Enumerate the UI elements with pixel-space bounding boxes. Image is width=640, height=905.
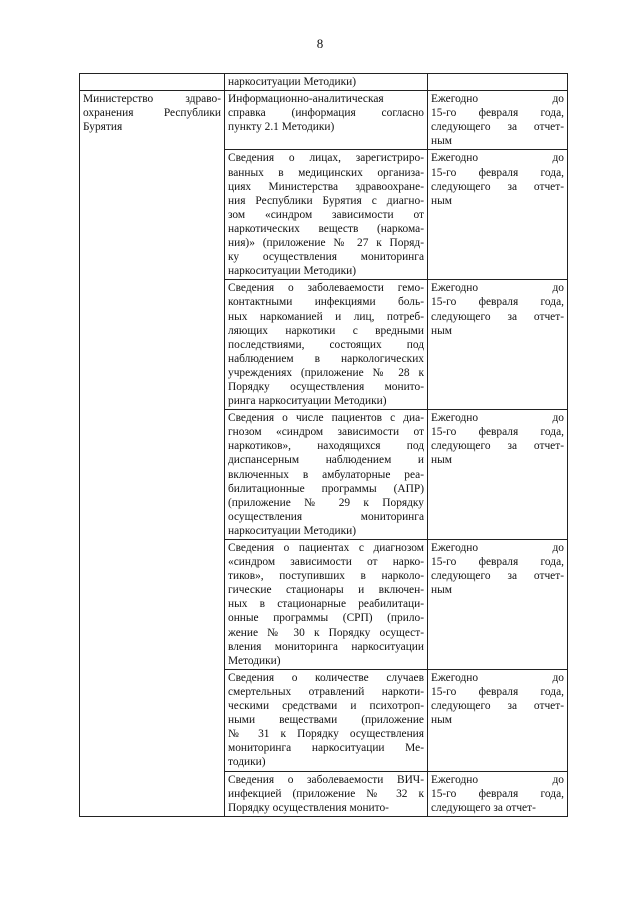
text-line: Ежегодно до: [431, 93, 564, 106]
deadline-cell: [428, 669, 568, 771]
document-text: [228, 75, 424, 89]
text-line: ным: [431, 194, 452, 207]
text-line: 15-го февраля года,: [431, 107, 564, 120]
document-cell: [225, 74, 428, 91]
text-line: 15-го февраля года,: [431, 426, 564, 439]
text-line: ным: [431, 135, 452, 148]
text-line: ку осуществления мониторинга: [228, 251, 424, 264]
deadline-cell-empty: [428, 74, 568, 91]
text-line: Сведения о лицах, зарегистриро-: [228, 152, 424, 165]
text-line: справка (информация согласно: [228, 107, 424, 120]
text-line: гические стационары и включен-: [228, 584, 424, 597]
deadline-cell: [428, 280, 568, 410]
text-line: инфекцией (приложение № 32 к: [228, 787, 424, 800]
text-line: Порядку осуществления монито-: [228, 801, 389, 814]
document-cell: [225, 150, 428, 280]
text-line: ным: [431, 454, 452, 467]
deadline-text: [431, 541, 564, 597]
document-text: [228, 671, 424, 770]
text-line: Министерство здраво-: [83, 93, 221, 106]
deadline-cell: [428, 540, 568, 670]
organization-cell: [80, 91, 225, 817]
text-line: следующего за отчет-: [431, 310, 564, 323]
text-line: № 31 к Порядку осуществления: [228, 728, 424, 741]
text-line: следующего за отчет-: [431, 700, 564, 713]
text-line: Бурятия: [83, 121, 123, 134]
text-line: наркотиков», находящихся под: [228, 440, 424, 453]
document-cell: [225, 410, 428, 540]
text-line: следующего за отчет-: [431, 801, 536, 814]
text-line: билитационные программы (АПР): [228, 482, 424, 495]
deadline-text: [431, 773, 564, 815]
text-line: 15-го февраля года,: [431, 787, 564, 800]
document-cell: [225, 91, 428, 150]
text-line: ных наркоманией и лиц, потреб-: [228, 310, 424, 323]
document-text: [228, 92, 424, 134]
text-line: ринга наркоситуации Методики): [228, 395, 387, 408]
text-line: наркоситуации Методики): [228, 76, 357, 88]
text-line: последствиями, состоящих под: [228, 338, 424, 351]
organization-cell-empty: [80, 74, 225, 91]
document-text: [228, 281, 424, 408]
table-row-continuation: [80, 74, 568, 91]
text-line: ния Республики Бурятия с диагно-: [228, 194, 424, 207]
text-line: наркотических веществ (наркома-: [228, 222, 424, 235]
text-line: охранения Республики: [83, 107, 221, 120]
text-line: Сведения о количестве случаев: [228, 671, 424, 684]
document-text: [228, 773, 424, 815]
text-line: ным: [431, 714, 452, 727]
text-line: диспансерным наблюдением и: [228, 454, 424, 467]
text-line: ванных в медицинских организа-: [228, 166, 424, 179]
text-line: Сведения о пациентах с диагнозом: [228, 542, 424, 554]
text-line: Сведения о заболеваемости ВИЧ-: [228, 773, 424, 786]
text-line: Ежегодно до: [431, 412, 564, 425]
text-line: Ежегодно до: [431, 152, 564, 165]
document-cell: [225, 771, 428, 816]
document-cell: [225, 280, 428, 410]
reporting-table: [79, 73, 568, 817]
text-line: Ежегодно до: [431, 671, 564, 684]
text-line: ния)» (приложение № 27 к Поряд-: [228, 237, 424, 250]
document-text: [228, 151, 424, 278]
text-line: ляющих наркотики с вредными: [228, 324, 424, 337]
document-text: [228, 411, 424, 538]
text-line: Ежегодно до: [431, 773, 564, 786]
text-line: мониторинга наркоситуации Ме-: [228, 742, 424, 755]
text-line: осуществления мониторинга: [228, 510, 424, 523]
text-line: ческими средствами и психотроп-: [228, 700, 424, 713]
document-cell: [225, 540, 428, 670]
text-line: жение № 30 к Порядку осущест-: [228, 626, 424, 639]
text-line: ным: [431, 324, 452, 337]
deadline-cell: [428, 410, 568, 540]
text-line: Методики): [228, 654, 281, 667]
text-line: вления мониторинга наркоситуации: [228, 640, 424, 653]
text-line: ным: [431, 584, 452, 597]
document-cell: [225, 669, 428, 771]
text-line: циях Министерства здравоохране-: [228, 180, 424, 193]
text-line: Ежегодно до: [431, 282, 564, 295]
text-line: наркоситуации Методики): [228, 265, 357, 278]
text-line: ными веществами (приложение: [228, 714, 424, 727]
text-line: Сведения о числе пациентов с диа-: [228, 412, 424, 425]
text-line: наркоситуации Методики): [228, 524, 357, 537]
text-line: тиков», поступивших в нарколо-: [228, 570, 424, 583]
organization-text: [83, 92, 221, 134]
text-line: учреждениях (приложение № 28 к: [228, 366, 424, 379]
text-line: следующего за отчет-: [431, 180, 564, 193]
text-line: следующего за отчет-: [431, 121, 564, 134]
text-line: пункту 2.1 Методики): [228, 121, 335, 134]
text-line: 15-го февраля года,: [431, 296, 564, 309]
table-row: [80, 91, 568, 150]
text-line: 15-го февраля года,: [431, 556, 564, 569]
text-line: включенных в амбулаторные реа-: [228, 468, 424, 481]
text-line: Порядку осуществления монито-: [228, 380, 424, 393]
deadline-cell: [428, 771, 568, 816]
text-line: ных в стационарные реабилитаци-: [228, 598, 424, 611]
text-line: тодики): [228, 756, 266, 769]
text-line: контактными инфекциями боль-: [228, 296, 424, 309]
text-line: 15-го февраля года,: [431, 166, 564, 179]
deadline-text: [431, 671, 564, 727]
deadline-text: [431, 151, 564, 207]
reporting-table-body: [80, 74, 568, 817]
text-line: смертельных отравлений наркоти-: [228, 685, 424, 698]
text-line: следующего за отчет-: [431, 570, 564, 583]
page-number: 8: [316, 36, 324, 51]
deadline-cell: [428, 91, 568, 150]
deadline-text: [431, 281, 564, 337]
text-line: гнозом «синдром зависимости от: [228, 426, 424, 439]
text-line: Ежегодно до: [431, 542, 564, 554]
text-line: Информационно-аналитическая: [228, 93, 384, 106]
text-line: Сведения о заболеваемости гемо-: [228, 282, 424, 295]
deadline-text: [431, 92, 564, 148]
text-line: наблюдением в наркологических: [228, 352, 424, 365]
text-line: 15-го февраля года,: [431, 685, 564, 698]
deadline-text: [431, 411, 564, 467]
text-line: (приложение № 29 к Порядку: [228, 496, 424, 509]
text-line: следующего за отчет-: [431, 440, 564, 453]
document-text: [228, 541, 424, 668]
text-line: зом «синдром зависимости от: [228, 208, 424, 221]
deadline-cell: [428, 150, 568, 280]
text-line: «синдром зависимости от нарко-: [228, 556, 424, 569]
text-line: онные программы (СРП) (прило-: [228, 612, 424, 625]
